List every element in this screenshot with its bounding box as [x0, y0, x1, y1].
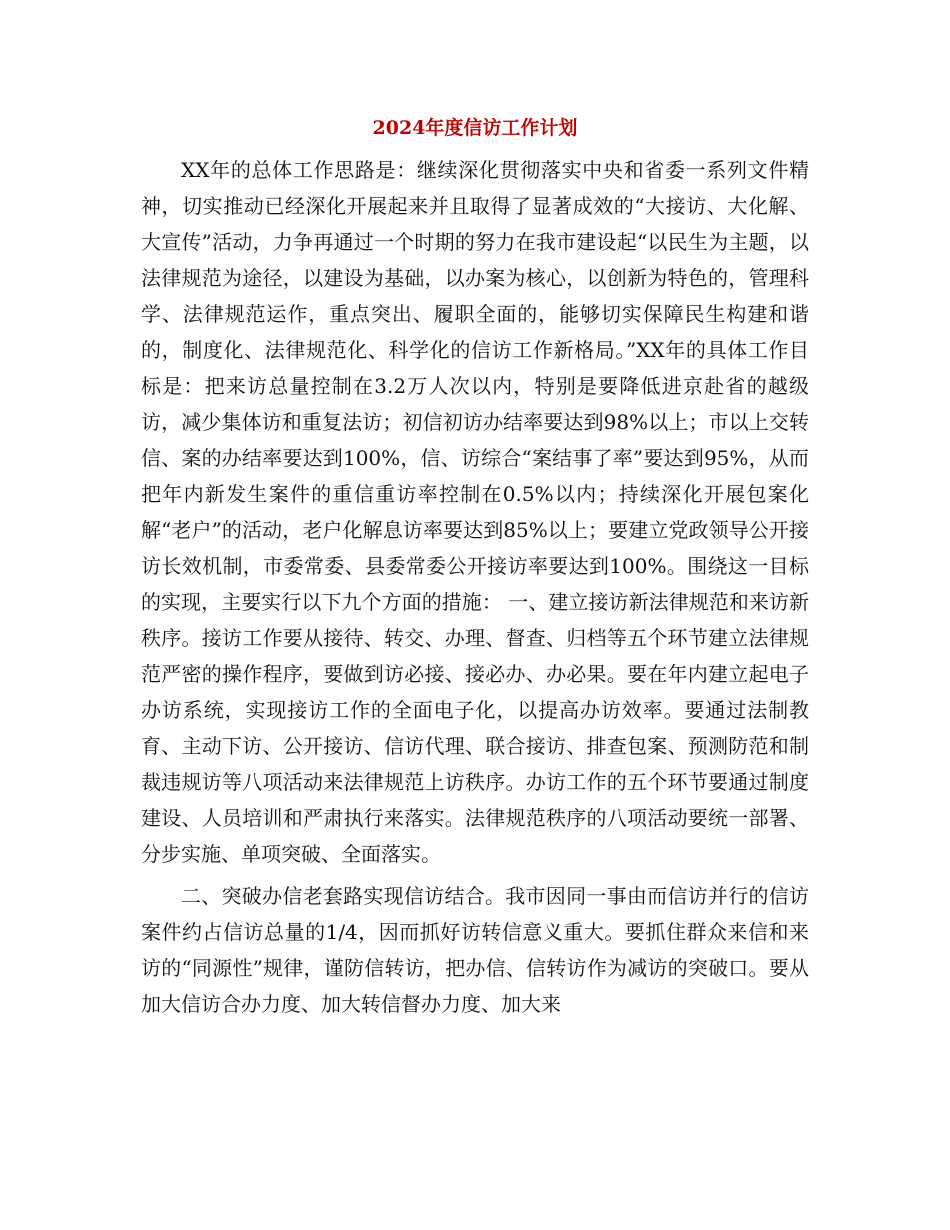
paragraph: XX年的总体工作思路是：继续深化贯彻落实中央和省委一系列文件精神，切实推动已经深化开展起来并且取得了显著成效的“大接访、大化解、大宣传”活动，力争再通过一个时期的努力在我市建设起“以民生为主题，以法律规范为途径，以建设为基础，以办案为核心，以创新为特色的，管理科学、法律规范运作，重点突出、履职全面的，能够切实保障民生构建和谐的，制度化、法律规范化、科学化的信访工作新格局。”XX年的具体工作目标是：把来访总量控制在3.2万人次以内，特别是要降低进京赴省的越级访，减少集体访和重复法访；初信初访办结率要达到98%以上；市以上交转信、案的办结率要达到100%，信、访综合“案结事了率”要达到95%，从而把年内新发生案件的重信重访率控制在0.5%以内；持续深化开展包案化解“老户”的活动，老户化解息访率要达到85%以上；要建立党政领导公开接访长效机制，市委常委、县委常委公开接访率要达到100%。围绕这一目标的实现，主要实行以下九个方面的措施： 一、建立接访新法律规范和来访新秩序。接访工作要从接待、转交、办理、督查、归档等五个环节建立法律规范严密的操作程序，要做到访必接、接必办、办必果。要在年内建立起电子办访系统，实现接访工作的全面电子化，以提高办访效率。要通过法制教育、主动下访、公开接访、信访代理、联合接访、排查包案、预测防范和制裁违规访等八项活动来法律规范上访秩序。办访工作的五个环节要通过制度建设、人员培训和严肃执行来落实。法律规范秩序的八项活动要统一部署、分步实施、单项突破、全面落实。 [141, 158, 809, 866]
document-body [141, 152, 809, 1022]
paragraph: 二、突破办信老套路实现信访结合。我市因同一事由而信访并行的信访案件约占信访总量的1/4，因而抓好访转信意义重大。要抓住群众来信和来访的“同源性”规律，谨防信转访，把办信、信转访作为减访的突破口。要从加大信访合办力度、加大转信督办力度、加大来 [141, 884, 809, 1016]
document-title: 2024年度信访工作计划 [372, 117, 578, 139]
